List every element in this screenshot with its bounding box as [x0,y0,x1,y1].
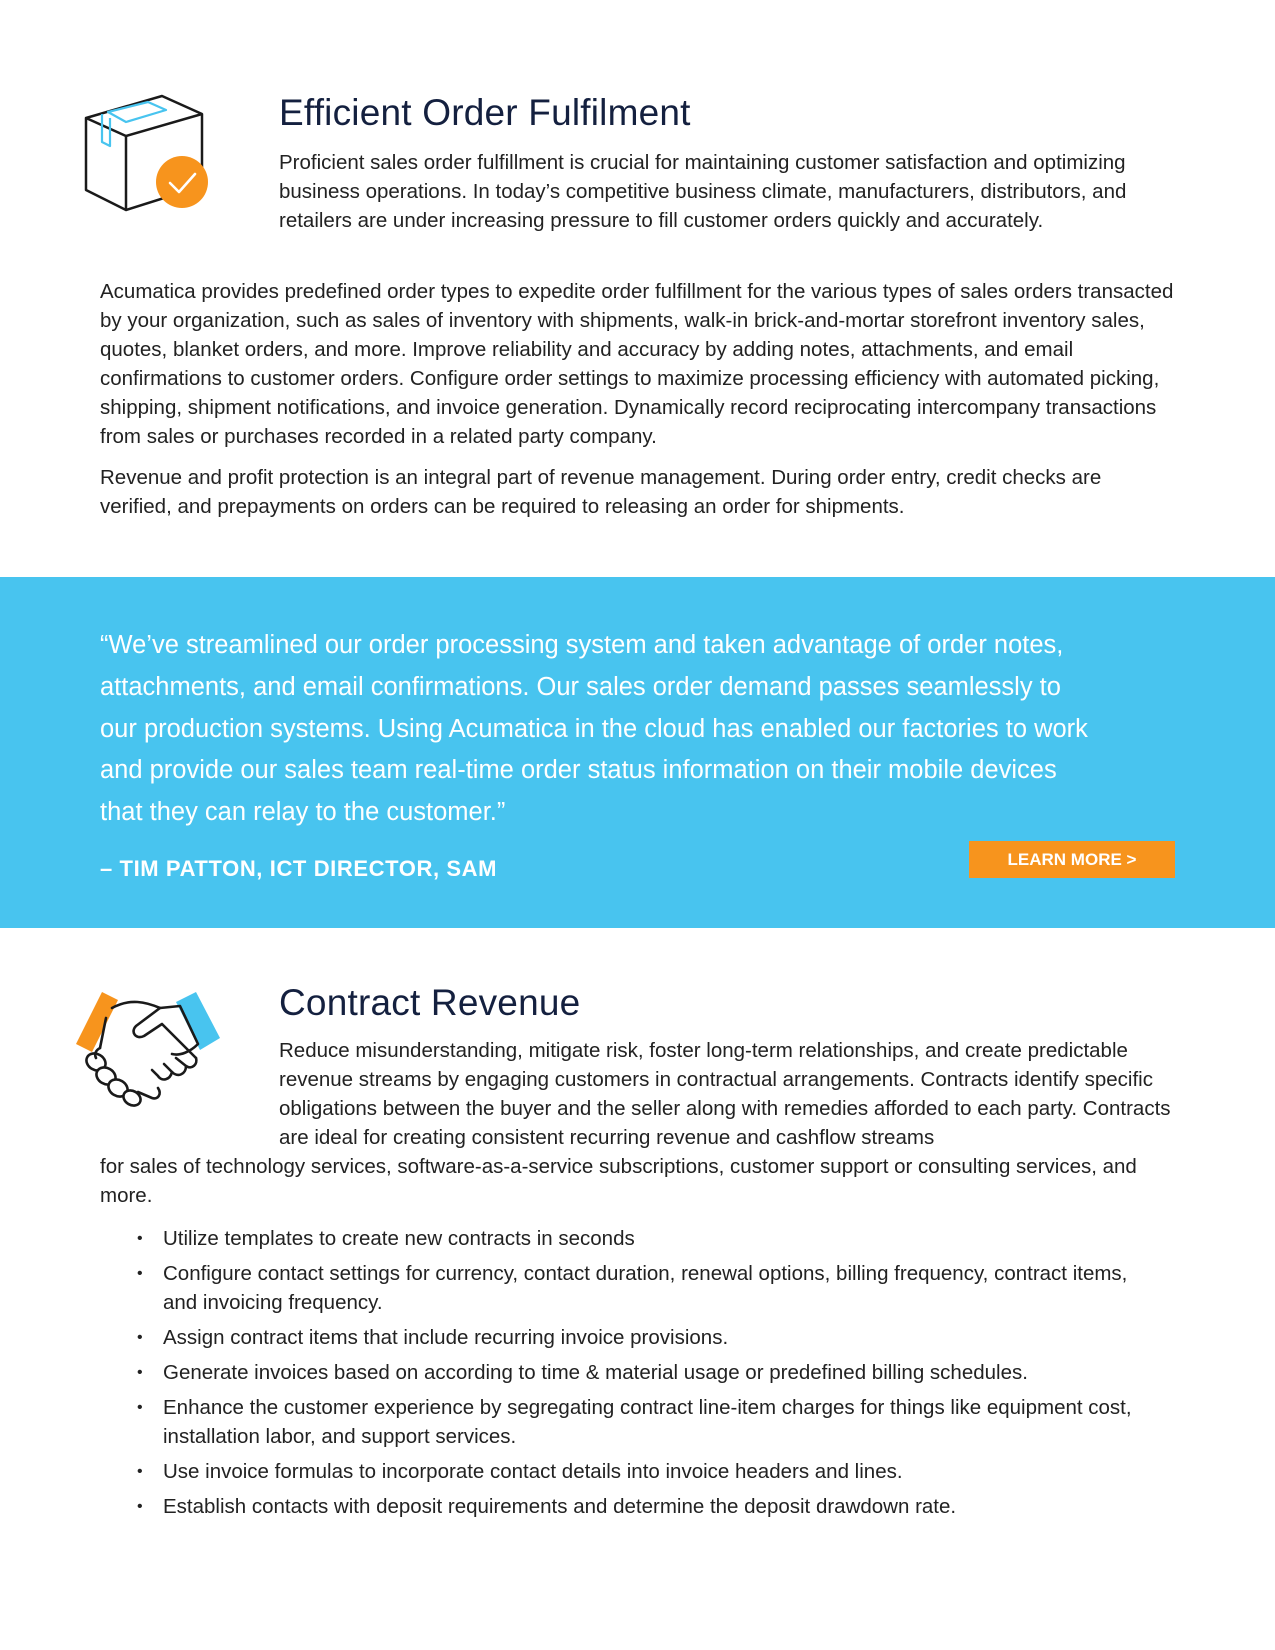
list-item: • Assign contract items that include recurring invoice provisions. [135,1323,1135,1352]
package-check-icon [78,92,216,214]
section-title-contract-revenue: Contract Revenue [279,982,581,1023]
intro-lead: Reduce misunderstanding, mitigate risk, foster long-term relationships, and create predictable revenue streams by engaging customers in contractual arrangements. Contracts identify specific obligations between the buyer and the seller along with remedies afforded to each party. Contracts are ideal for creating consistent recurring revenue and cashflow streams [279,1039,1171,1149]
testimonial-author: – TIM PATTON, ICT DIRECTOR, SAM [100,856,498,881]
section-body [100,277,1175,521]
body-paragraph: Acumatica provides predefined order types to expedite order fulfillment for the various types of sales orders transacted by your organization, such as sales of inventory with shipments, walk-in brick-and-mortar storefront inventory sales, quotes, blanket orders, and more. Improve reliability and accuracy by adding notes, attachments, and email confirmations to customer orders. Configure order settings to maximize processing efficiency with automated picking, shipping, shipment notifications, and invoice generation. Dynamically record reciprocating intercompany transactions from sales or purchases recorded in a related party company. [100,280,1174,448]
list-item: • Use invoice formulas to incorporate contact details into invoice headers and lines. [135,1457,1135,1486]
section-intro: Proficient sales order fulfillment is crucial for maintaining customer satisfaction and optimizing business operations. In today’s competitive business climate, manufacturers, distributors, and retailers are under increasing pressure to fill customer orders quickly and accurately. [279,151,1127,232]
list-item: • Utilize templates to create new contracts in seconds [135,1224,1135,1253]
body-paragraph: Revenue and profit protection is an integral part of revenue management. During order entry, credit checks are verified, and prepayments on orders can be required to releasing an order for shipments. [100,466,1102,518]
section-title-order-fulfilment: Efficient Order Fulfilment [279,92,691,133]
intro-tail: for sales of technology services, software-as-a-service subscriptions, customer support or consulting services, and more. [100,1155,1137,1207]
feature-list [135,1224,1135,1527]
section-intro [100,1036,1180,1210]
list-item: • Enhance the customer experience by segregating contract line-item charges for things like equipment cost, installation labor, and support services. [135,1393,1135,1451]
list-item: • Generate invoices based on according to time & material usage or predefined billing schedules. [135,1358,1135,1387]
list-item: • Establish contacts with deposit requirements and determine the deposit drawdown rate. [135,1492,1135,1521]
learn-more-button[interactable]: LEARN MORE > [969,841,1175,878]
list-item: • Configure contact settings for currency, contact duration, renewal options, billing frequency, contract items, and invoicing frequency. [135,1259,1135,1317]
testimonial-quote: “We’ve streamlined our order processing system and taken advantage of order notes, attachments, and email confirmations. Our sales order demand passes seamlessly to our production systems. Using Acumatica in the cloud has enabled our factories to work and provide our sales team real-time order status information on their mobile devices that they can relay to the customer.” [100,631,1088,827]
